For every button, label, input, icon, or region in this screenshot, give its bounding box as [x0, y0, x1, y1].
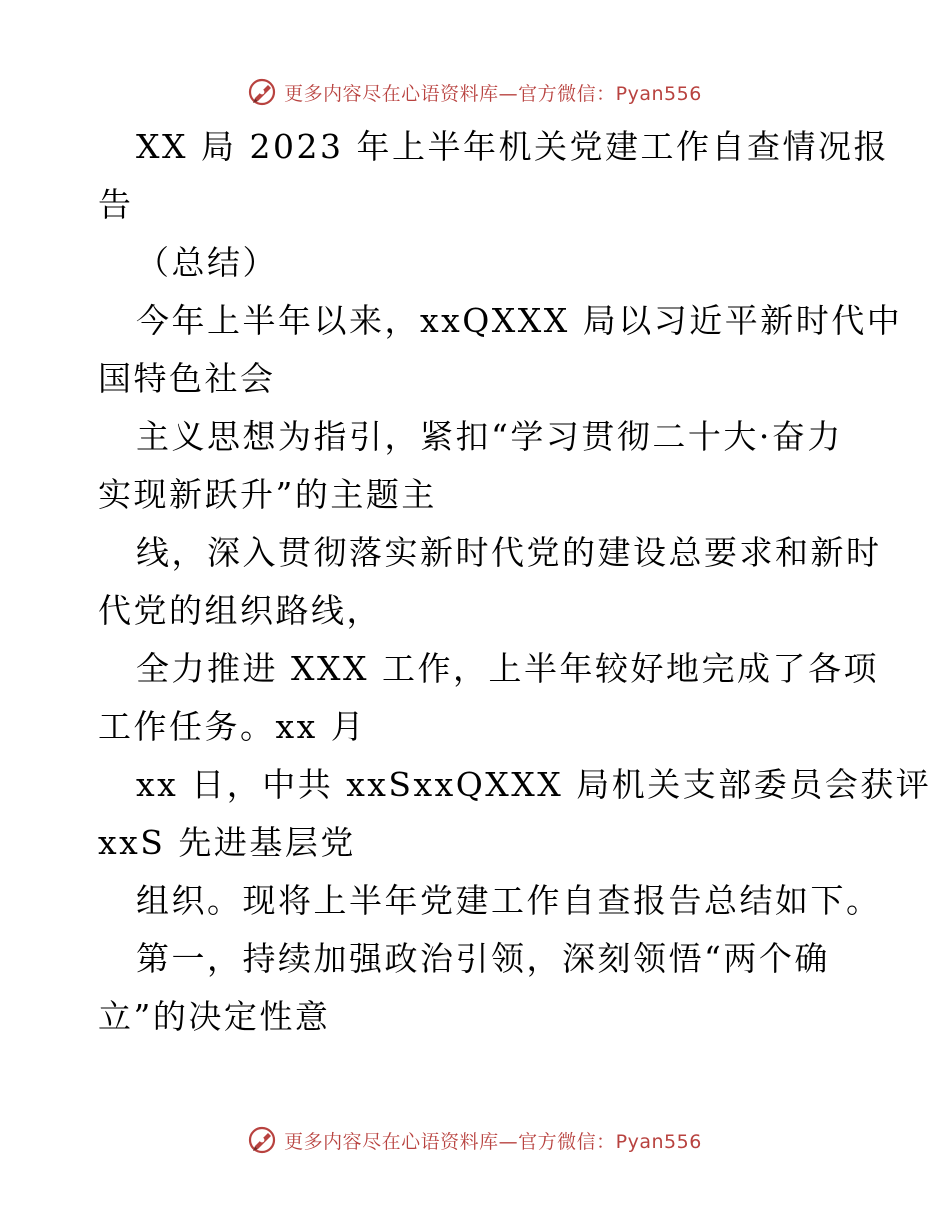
paragraph-line: 实现新跃升”的主题主 — [98, 475, 437, 514]
document-body — [98, 118, 932, 1046]
paragraph-line: 线，深入贯彻落实新时代党的建设总要求和新时 — [136, 533, 882, 572]
watermark-text: 更多内容尽在心语资料库—官方微信：Pyan556 — [284, 1130, 702, 1153]
paragraph-line: 工作任务。xx 月 — [98, 707, 367, 746]
paragraph-line: 代党的组织路线， — [98, 591, 382, 630]
footer-watermark — [0, 1120, 950, 1160]
paragraph-line: xx 日，中共 xxSxxQXXX 局机关支部委员会获评 — [136, 765, 932, 804]
header-watermark — [0, 72, 950, 112]
paragraph-line: 立”的决定性意 — [98, 997, 331, 1036]
paragraph-line: xxS 先进基层党 — [98, 823, 356, 862]
document-title-line: 告 — [98, 185, 134, 224]
paragraph-line: 组织。现将上半年党建工作自查报告总结如下。 — [136, 881, 882, 920]
document-title-line: XX 局 2023 年上半年机关党建工作自查情况报 — [136, 127, 889, 166]
pen-logo-icon — [248, 77, 278, 107]
paragraph-line: 全力推进 XXX 工作，上半年较好地完成了各项 — [136, 649, 879, 688]
watermark-text: 更多内容尽在心语资料库—官方微信：Pyan556 — [284, 82, 702, 105]
paragraph-line: （总结） — [136, 243, 278, 282]
paragraph-line: 今年上半年以来，xxQXXX 局以习近平新时代中 — [136, 301, 903, 340]
paragraph-line: 国特色社会 — [98, 359, 276, 398]
pen-logo-icon — [248, 1125, 278, 1155]
paragraph-line: 第一，持续加强政治引领，深刻领悟“两个确 — [136, 939, 830, 978]
paragraph-line: 主义思想为指引，紧扣“学习贯彻二十大·奋力 — [136, 417, 843, 456]
